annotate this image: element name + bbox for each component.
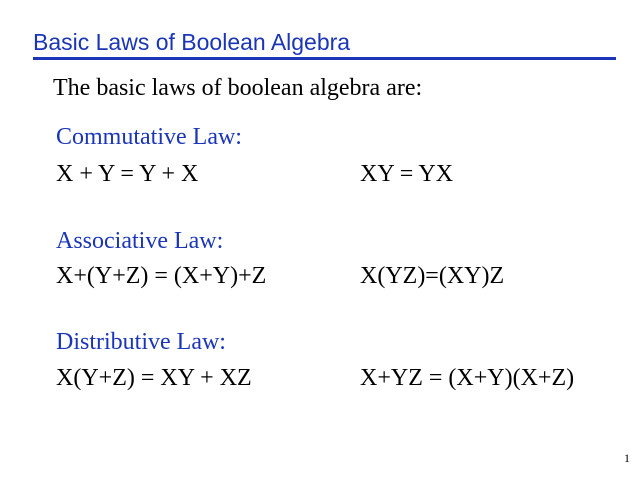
- commutative-law-or-equation: X + Y = Y + X: [56, 161, 199, 187]
- intro-text: The basic laws of boolean algebra are:: [53, 75, 423, 101]
- commutative-law-and-equation: XY = YX: [360, 161, 454, 187]
- distributive-law-second-equation: X+YZ = (X+Y)(X+Z): [360, 365, 575, 391]
- associative-law-or-equation: X+(Y+Z) = (X+Y)+Z: [56, 263, 267, 289]
- commutative-law-heading: Commutative Law:: [56, 124, 242, 150]
- page-number: 1: [624, 451, 630, 465]
- title-underline: [33, 57, 616, 60]
- distributive-law-heading: Distributive Law:: [56, 329, 226, 355]
- slide-title: Basic Laws of Boolean Algebra: [33, 29, 351, 55]
- distributive-law-first-equation: X(Y+Z) = XY + XZ: [56, 365, 252, 391]
- associative-law-heading: Associative Law:: [56, 228, 224, 254]
- associative-law-and-equation: X(YZ)=(XY)Z: [360, 263, 505, 289]
